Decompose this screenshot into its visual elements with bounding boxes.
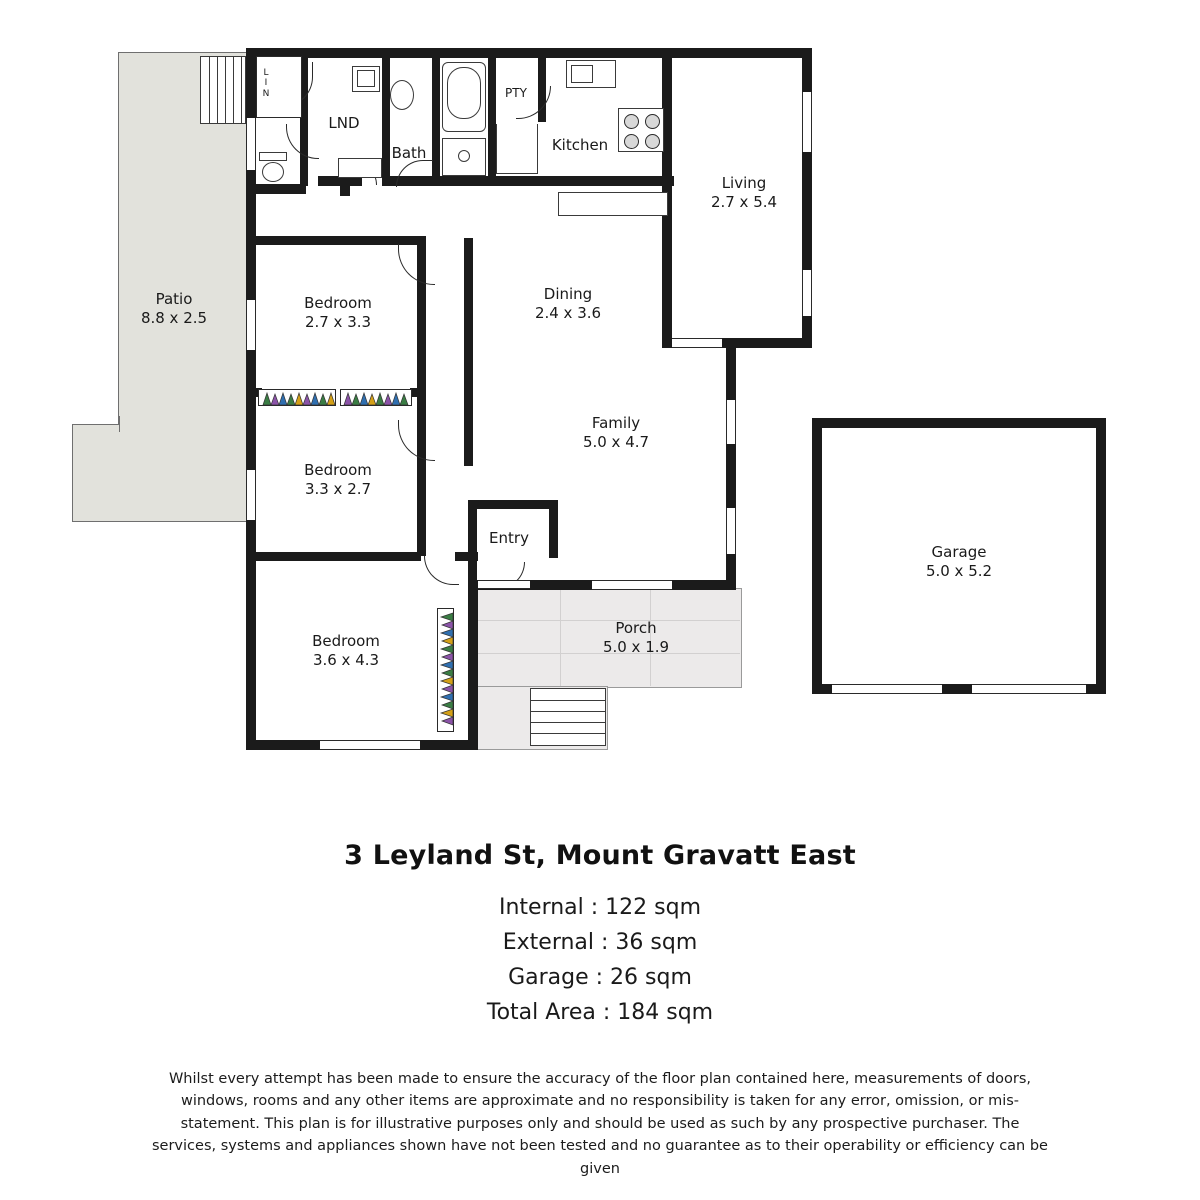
glass-door-bed1-bed2-right [340,389,412,406]
room-label-patio: Patio 8.8 x 2.5 [140,290,208,327]
wall-garage-right [1096,418,1106,694]
patio-area-lower [72,424,250,522]
cooktop-burner [645,134,660,149]
wall-entry-right [549,500,558,558]
room-label-bath: Bath [391,144,427,162]
wall-exterior-top [246,48,680,58]
wall-bed3-right [468,580,478,750]
patio-stairs [200,56,246,124]
wall-exterior-top-living [672,48,812,58]
laundry-bench [338,158,382,178]
room-label-entry: Entry [489,529,529,547]
glass-door-bed3-entry [437,608,454,732]
window-family-right-2 [726,508,736,554]
shower-drain [458,150,470,162]
room-label-bedroom-2: Bedroom 3.3 x 2.7 [304,461,372,498]
wall-garage-bottom-right [1084,684,1106,694]
window-living-right [802,92,812,152]
toilet-bowl [262,162,284,182]
entry-threshold [478,580,530,589]
disclaimer-text: Whilst every attempt has been made to ensure the accuracy of the floor plan contained here, measurements of doors, windows, rooms and any other items are approximate and no responsibility is taken for any error, omission, or mis-statement. This plan is for illustrative purposes only and should be used as such by any prospective purchaser. The services, systems and appliances shown have not been tested and no guarantee as to their operability or efficiency can be given [152,1071,1048,1177]
area-garage: Garage : 26 sqm [508,965,692,990]
title-block [0,840,1200,1025]
window-living-right-2 [802,270,812,316]
cooktop-burner [624,134,639,149]
room-label-living: Living 2.7 x 5.4 [710,174,778,211]
page-title: 3 Leyland St, Mount Gravatt East [344,840,856,871]
wall-pty-left [488,56,496,186]
wall-garage-top [812,418,1106,428]
room-label-garage: Garage 5.0 x 5.2 [925,543,993,580]
room-label-dining: Dining 2.4 x 3.6 [534,285,602,322]
area-external: External : 36 sqm [502,930,698,955]
patio-area-join [119,416,249,432]
window-bed2-left [246,470,256,520]
room-label-pantry: PTY [505,86,527,100]
glass-door-bed1-bed2-left [258,389,336,406]
room-label-laundry: LND [328,114,360,132]
room-label-bedroom-1: Bedroom 2.7 x 3.3 [304,294,372,331]
room-label-bedroom-3: Bedroom 3.6 x 4.3 [312,632,380,669]
wall-garage-bottom-left [812,684,834,694]
window-patio-top [246,118,256,170]
room-label-linen: L I N [262,68,270,99]
wall-entry-top [468,500,558,509]
wall-garage-bottom-mid [940,684,974,694]
porch-stairs [530,688,606,746]
bathtub-inner [447,67,481,119]
room-label-kitchen: Kitchen [551,136,609,154]
room-label-family: Family 5.0 x 4.7 [582,414,650,451]
pantry-shelf [496,124,538,174]
laundry-tub-inner [357,70,375,87]
wall-entry-left [468,500,477,590]
area-total: Total Area : 184 sqm [486,1000,714,1025]
kitchen-sink-bowl [571,65,593,83]
area-internal: Internal : 122 sqm [498,895,702,920]
room-label-porch: Porch 5.0 x 1.9 [602,619,670,656]
window-bed1-left [246,300,256,350]
cooktop-burner [624,114,639,129]
garage-door-right [972,684,1086,694]
window-bed3-bottom [320,740,420,750]
toilet-cistern [259,152,287,161]
wall-hall-vertical [464,238,473,466]
wall-bath-right [432,56,440,116]
wall-garage-left [812,418,822,694]
kitchen-bench [558,192,668,216]
cooktop-burner [645,114,660,129]
wall-bed3-top [246,552,276,561]
window-living-bottom [672,338,722,348]
garage-door-left [832,684,942,694]
wall-kitchen-bottom [488,176,674,186]
window-family-right [726,400,736,444]
wall-interior-top-horizontal [246,184,306,194]
area-summary [0,895,1200,1025]
window-family-bottom [592,580,672,590]
vanity-basin [390,80,414,110]
